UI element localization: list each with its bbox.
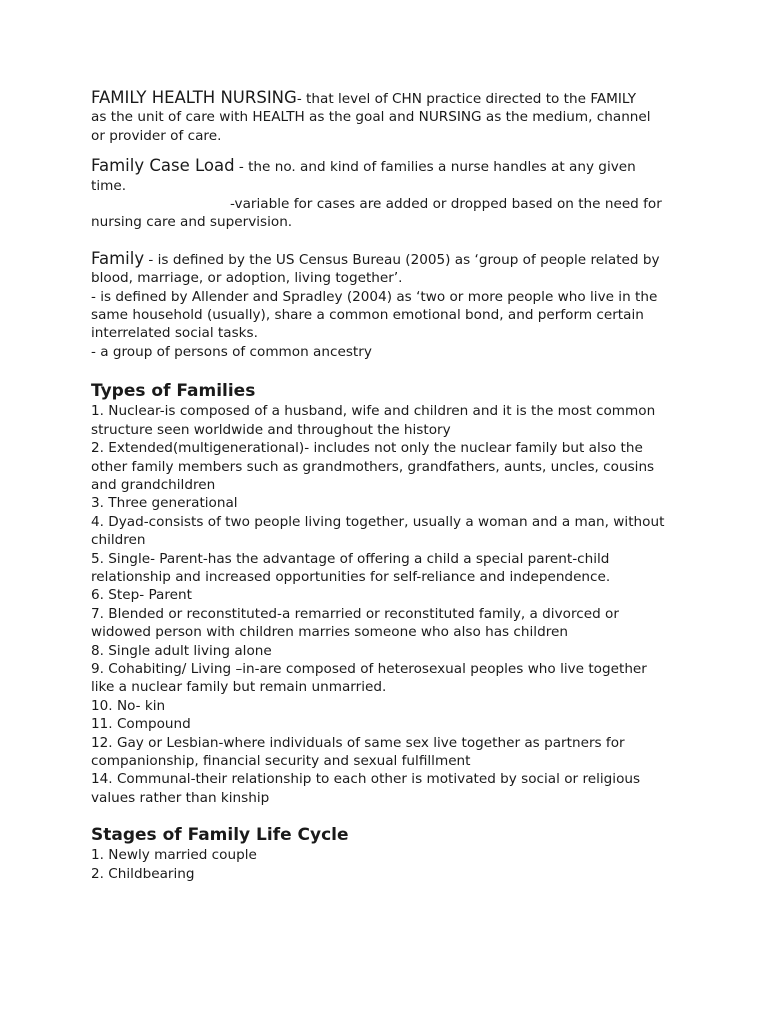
family-health-nursing-definition <box>91 88 681 145</box>
list-line: 7. Blended or reconstituted-a remarried or reconstituted family, a divorced or <box>91 605 619 622</box>
list-line: 2. Extended(multigenerational)- includes not only the nuclear family but also the <box>91 440 643 457</box>
variable-note-line: nursing care and supervision. <box>91 214 293 231</box>
definition-line: interrelated social tasks. <box>91 325 258 342</box>
definition-line: time. <box>91 177 127 194</box>
section-heading-types-of-families: Types of Families <box>91 381 256 402</box>
list-line: 1. Newly married couple <box>91 847 257 864</box>
definition-line: as the unit of care with HEALTH as the goal and NURSING as the medium, channel <box>91 109 651 126</box>
list-line: like a nuclear family but remain unmarried. <box>91 679 387 696</box>
list-line: other family members such as grandmothers, grandfathers, aunts, uncles, cousins <box>91 458 655 475</box>
list-line: 6. Step- Parent <box>91 587 192 604</box>
variable-note-line: -variable for cases are added or dropped based on the need for <box>230 196 662 213</box>
list-line: 11. Compound <box>91 716 191 733</box>
term-family: Family <box>91 248 145 268</box>
definition-line: blood, marriage, or adoption, living together’. <box>91 270 403 287</box>
list-line: 9. Cohabiting/ Living –in-are composed of heterosexual peoples who live together <box>91 660 647 677</box>
list-line: 10. No- kin <box>91 697 166 714</box>
list-line: values rather than kinship <box>91 789 270 806</box>
term-family-health-nursing: FAMILY HEALTH NURSING <box>91 88 297 107</box>
definition-line: same household (usually), share a common emotional bond, and perform certain <box>91 307 644 324</box>
list-line: 5. Single- Parent-has the advantage of offering a child a special parent-child <box>91 550 610 567</box>
family-case-load-definition <box>91 156 681 232</box>
term-family-case-load: Family Case Load <box>91 156 235 176</box>
definition-text: - that level of CHN practice directed to the FAMILY <box>296 91 636 107</box>
list-line: and grandchildren <box>91 476 216 493</box>
types-of-families-list <box>91 402 681 807</box>
definition-line: - a group of persons of common ancestry <box>91 343 372 360</box>
list-line: 8. Single adult living alone <box>91 642 272 659</box>
list-line: structure seen worldwide and throughout the history <box>91 421 451 438</box>
definition-text: - the no. and kind of families a nurse handles at any given <box>234 159 636 176</box>
list-line: 4. Dyad-consists of two people living together, usually a woman and a man, without <box>91 513 665 530</box>
definition-first-line <box>91 156 681 176</box>
list-line: relationship and increased opportunities for self-reliance and independence. <box>91 568 611 585</box>
definition-line: - is defined by Allender and Spradley (2004) as ‘two or more people who live in the <box>91 288 658 305</box>
list-line: 1. Nuclear-is composed of a husband, wife and children and it is the most common <box>91 403 656 420</box>
family-definition <box>91 249 681 361</box>
document-page <box>91 88 681 883</box>
list-line: widowed person with children marries someone who also has children <box>91 624 568 641</box>
list-line: 12. Gay or Lesbian-where individuals of same sex live together as partners for <box>91 734 625 751</box>
list-line: children <box>91 532 146 549</box>
definition-first-line <box>91 249 681 269</box>
list-line: 14. Communal-their relationship to each other is motivated by social or religious <box>91 771 641 788</box>
stages-of-family-life-cycle-list <box>91 846 681 883</box>
section-heading-stages-of-family-life-cycle: Stages of Family Life Cycle <box>91 825 349 846</box>
definition-text: - is defined by the US Census Bureau (2005) as ‘group of people related by <box>144 251 660 268</box>
list-line: companionship, financial security and sexual fulfillment <box>91 753 471 769</box>
list-line: 3. Three generational <box>91 495 238 512</box>
list-line: 2. Childbearing <box>91 865 195 882</box>
definition-first-line <box>91 88 681 108</box>
definition-line: or provider of care. <box>91 127 222 144</box>
